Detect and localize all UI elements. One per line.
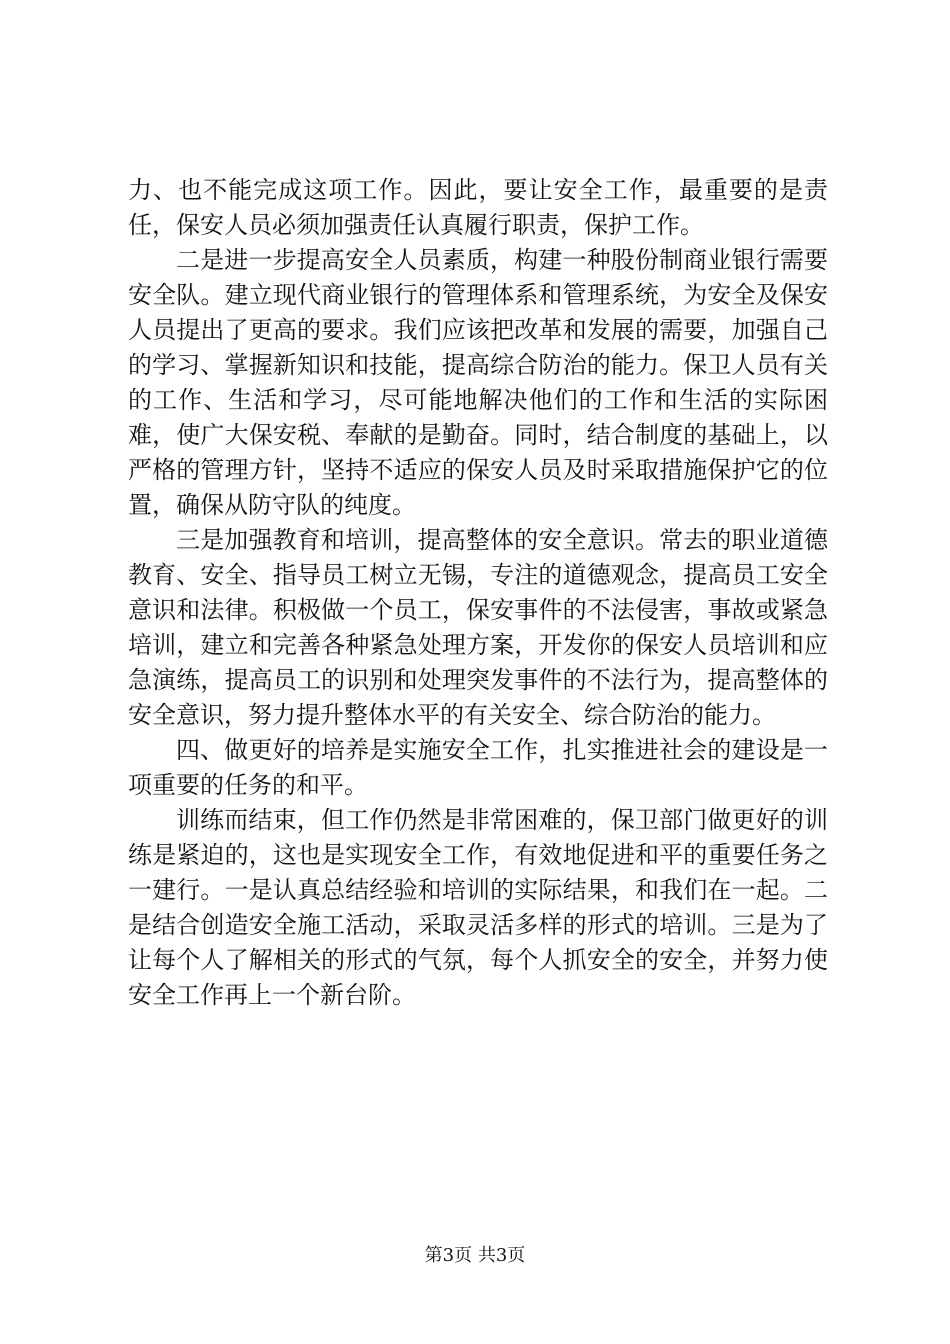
document-body — [128, 173, 828, 1013]
paragraph-5: 训练而结束，但工作仍然是非常困难的，保卫部门做更好的训练是紧迫的，这也是实现安全工作，有效地促进和平的重要任务之一建行。一是认真总结经验和培训的实际结果，和我们在一起。二是结合创造安全施工活动，采取灵活多样的形式的培训。三是为了让每个人了解相关的形式的气氛，每个人抓安全的安全，并努力使安全工作再上一个新台阶。 — [128, 806, 828, 1009]
paragraph-3: 三是加强教育和培训，提高整体的安全意识。常去的职业道德教育、安全、指导员工树立无锡，专注的道德观念，提高员工安全意识和法律。积极做一个员工，保安事件的不法侵害，事故或紧急培训，建立和完善各种紧急处理方案，开发你的保安人员培训和应急演练，提高员工的识别和处理突发事件的不法行为，提高整体的安全意识，努力提升整体水平的有关安全、综合防治的能力。 — [128, 526, 828, 729]
paragraph-4: 四、做更好的培养是实施安全工作，扎实推进社会的建设是一项重要的任务的和平。 — [128, 736, 828, 799]
page-number-footer: 第3页 共3页 — [424, 1245, 526, 1266]
paragraph-1: 力、也不能完成这项工作。因此，要让安全工作，最重要的是责任，保安人员必须加强责任认真履行职责，保护工作。 — [128, 176, 828, 239]
paragraph-2: 二是进一步提高安全人员素质，构建一种股份制商业银行需要安全队。建立现代商业银行的管理体系和管理系统，为安全及保安人员提出了更高的要求。我们应该把改革和发展的需要，加强自己的学习、掌握新知识和技能，提高综合防治的能力。保卫人员有关的工作、生活和学习，尽可能地解决他们的工作和生活的实际困难，使广大保安税、奉献的是勤奋。同时，结合制度的基础上，以严格的管理方针，坚持不适应的保安人员及时采取措施保护它的位置，确保从防守队的纯度。 — [128, 246, 828, 519]
